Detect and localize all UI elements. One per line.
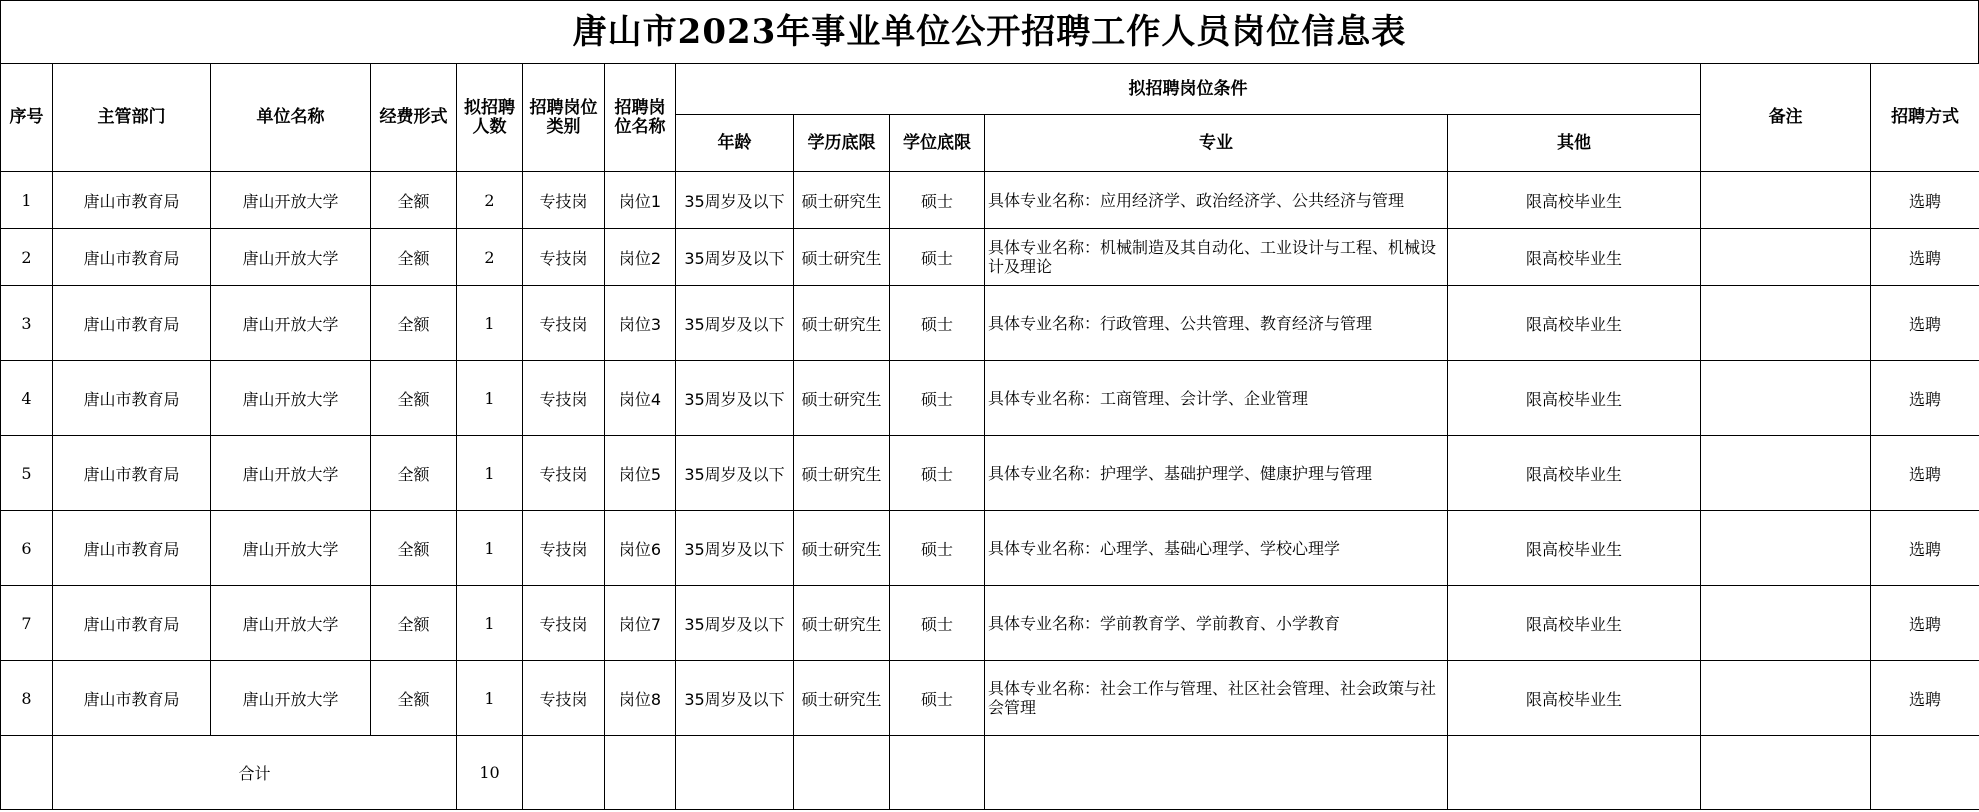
cell-other: 限高校毕业生 (1448, 436, 1701, 511)
cell-degree: 硕士 (890, 172, 985, 229)
cell-other: 限高校毕业生 (1448, 286, 1701, 361)
cell-remark (1701, 172, 1871, 229)
cell-edu: 硕士研究生 (794, 229, 890, 286)
cell-other: 限高校毕业生 (1448, 511, 1701, 586)
cell-remark (1701, 586, 1871, 661)
cell-remark (1701, 286, 1871, 361)
cell-count: 1 (457, 511, 523, 586)
cell-dept: 唐山市教育局 (53, 286, 211, 361)
cell-other: 限高校毕业生 (1448, 361, 1701, 436)
total-empty (890, 736, 985, 810)
total-empty (676, 736, 794, 810)
cell-seq: 5 (1, 436, 53, 511)
cell-edu: 硕士研究生 (794, 511, 890, 586)
cell-major: 具体专业名称：工商管理、会计学、企业管理 (985, 361, 1448, 436)
header-fund: 经费形式 (371, 64, 457, 172)
header-count: 拟招聘人数 (457, 64, 523, 172)
cell-unit: 唐山开放大学 (211, 661, 371, 736)
total-seq (1, 736, 53, 810)
cell-dept: 唐山市教育局 (53, 436, 211, 511)
cell-category: 专技岗 (523, 586, 605, 661)
cell-method: 选聘 (1871, 436, 1979, 511)
cell-seq: 1 (1, 172, 53, 229)
cell-count: 1 (457, 661, 523, 736)
table-row (1, 229, 1979, 286)
cell-fund: 全额 (371, 511, 457, 586)
cell-degree: 硕士 (890, 361, 985, 436)
cell-post: 岗位1 (605, 172, 676, 229)
cell-fund: 全额 (371, 586, 457, 661)
cell-dept: 唐山市教育局 (53, 586, 211, 661)
total-empty (794, 736, 890, 810)
table-row (1, 172, 1979, 229)
cell-unit: 唐山开放大学 (211, 229, 371, 286)
cell-dept: 唐山市教育局 (53, 661, 211, 736)
table-header (1, 64, 1979, 172)
table-row (1, 361, 1979, 436)
cell-other: 限高校毕业生 (1448, 661, 1701, 736)
cell-category: 专技岗 (523, 229, 605, 286)
header-dept: 主管部门 (53, 64, 211, 172)
header-post: 招聘岗位名称 (605, 64, 676, 172)
table-row (1, 586, 1979, 661)
total-label: 合计 (53, 736, 457, 810)
cell-major: 具体专业名称：心理学、基础心理学、学校心理学 (985, 511, 1448, 586)
header-conditions: 拟招聘岗位条件 (676, 64, 1701, 115)
header-seq: 序号 (1, 64, 53, 172)
cell-edu: 硕士研究生 (794, 361, 890, 436)
cell-dept: 唐山市教育局 (53, 172, 211, 229)
table-row (1, 661, 1979, 736)
total-empty (523, 736, 605, 810)
header-edu: 学历底限 (794, 115, 890, 172)
cell-age: 35周岁及以下 (676, 172, 794, 229)
cell-major: 具体专业名称：行政管理、公共管理、教育经济与管理 (985, 286, 1448, 361)
cell-age: 35周岁及以下 (676, 286, 794, 361)
table-footer (1, 736, 1979, 810)
header-remark: 备注 (1701, 64, 1871, 172)
cell-age: 35周岁及以下 (676, 436, 794, 511)
cell-category: 专技岗 (523, 172, 605, 229)
cell-remark (1701, 436, 1871, 511)
cell-method: 选聘 (1871, 511, 1979, 586)
cell-major: 具体专业名称：护理学、基础护理学、健康护理与管理 (985, 436, 1448, 511)
header-other: 其他 (1448, 115, 1701, 172)
cell-major: 具体专业名称：机械制造及其自动化、工业设计与工程、机械设计及理论 (985, 229, 1448, 286)
header-major: 专业 (985, 115, 1448, 172)
cell-category: 专技岗 (523, 661, 605, 736)
cell-edu: 硕士研究生 (794, 586, 890, 661)
cell-remark (1701, 361, 1871, 436)
cell-seq: 3 (1, 286, 53, 361)
cell-edu: 硕士研究生 (794, 661, 890, 736)
cell-other: 限高校毕业生 (1448, 172, 1701, 229)
cell-post: 岗位4 (605, 361, 676, 436)
cell-method: 选聘 (1871, 286, 1979, 361)
cell-fund: 全额 (371, 286, 457, 361)
header-unit: 单位名称 (211, 64, 371, 172)
cell-other: 限高校毕业生 (1448, 586, 1701, 661)
cell-dept: 唐山市教育局 (53, 361, 211, 436)
cell-unit: 唐山开放大学 (211, 511, 371, 586)
cell-age: 35周岁及以下 (676, 586, 794, 661)
cell-dept: 唐山市教育局 (53, 511, 211, 586)
cell-category: 专技岗 (523, 511, 605, 586)
cell-age: 35周岁及以下 (676, 229, 794, 286)
cell-post: 岗位2 (605, 229, 676, 286)
header-method: 招聘方式 (1871, 64, 1979, 172)
header-degree: 学位底限 (890, 115, 985, 172)
cell-count: 2 (457, 229, 523, 286)
cell-degree: 硕士 (890, 286, 985, 361)
cell-unit: 唐山开放大学 (211, 586, 371, 661)
cell-method: 选聘 (1871, 172, 1979, 229)
cell-remark (1701, 229, 1871, 286)
total-empty (1448, 736, 1701, 810)
table-row (1, 436, 1979, 511)
cell-count: 1 (457, 436, 523, 511)
table-row (1, 286, 1979, 361)
cell-major: 具体专业名称：社会工作与管理、社区社会管理、社会政策与社会管理 (985, 661, 1448, 736)
cell-post: 岗位8 (605, 661, 676, 736)
total-empty (605, 736, 676, 810)
cell-major: 具体专业名称：应用经济学、政治经济学、公共经济与管理 (985, 172, 1448, 229)
cell-category: 专技岗 (523, 286, 605, 361)
cell-method: 选聘 (1871, 661, 1979, 736)
cell-unit: 唐山开放大学 (211, 172, 371, 229)
page-title: 唐山市2023年事业单位公开招聘工作人员岗位信息表 (0, 0, 1979, 63)
cell-degree: 硕士 (890, 511, 985, 586)
cell-unit: 唐山开放大学 (211, 361, 371, 436)
cell-post: 岗位5 (605, 436, 676, 511)
cell-method: 选聘 (1871, 586, 1979, 661)
total-count: 10 (457, 736, 523, 810)
cell-seq: 4 (1, 361, 53, 436)
cell-fund: 全额 (371, 172, 457, 229)
total-empty (1701, 736, 1871, 810)
cell-fund: 全额 (371, 661, 457, 736)
cell-post: 岗位3 (605, 286, 676, 361)
cell-category: 专技岗 (523, 361, 605, 436)
cell-fund: 全额 (371, 361, 457, 436)
cell-edu: 硕士研究生 (794, 286, 890, 361)
cell-age: 35周岁及以下 (676, 511, 794, 586)
cell-remark (1701, 661, 1871, 736)
cell-edu: 硕士研究生 (794, 172, 890, 229)
cell-unit: 唐山开放大学 (211, 436, 371, 511)
cell-method: 选聘 (1871, 229, 1979, 286)
cell-major: 具体专业名称：学前教育学、学前教育、小学教育 (985, 586, 1448, 661)
cell-count: 2 (457, 172, 523, 229)
cell-remark (1701, 511, 1871, 586)
cell-degree: 硕士 (890, 229, 985, 286)
header-category: 招聘岗位类别 (523, 64, 605, 172)
cell-degree: 硕士 (890, 436, 985, 511)
positions-table (0, 63, 1979, 810)
table-body (1, 172, 1979, 736)
cell-degree: 硕士 (890, 661, 985, 736)
cell-fund: 全额 (371, 229, 457, 286)
cell-count: 1 (457, 286, 523, 361)
cell-unit: 唐山开放大学 (211, 286, 371, 361)
cell-seq: 6 (1, 511, 53, 586)
cell-seq: 2 (1, 229, 53, 286)
table-row (1, 511, 1979, 586)
cell-post: 岗位6 (605, 511, 676, 586)
cell-seq: 7 (1, 586, 53, 661)
cell-seq: 8 (1, 661, 53, 736)
cell-degree: 硕士 (890, 586, 985, 661)
cell-edu: 硕士研究生 (794, 436, 890, 511)
total-empty (1871, 736, 1979, 810)
cell-dept: 唐山市教育局 (53, 229, 211, 286)
header-age: 年龄 (676, 115, 794, 172)
cell-age: 35周岁及以下 (676, 661, 794, 736)
cell-other: 限高校毕业生 (1448, 229, 1701, 286)
cell-post: 岗位7 (605, 586, 676, 661)
total-empty (985, 736, 1448, 810)
cell-category: 专技岗 (523, 436, 605, 511)
cell-count: 1 (457, 586, 523, 661)
cell-age: 35周岁及以下 (676, 361, 794, 436)
cell-fund: 全额 (371, 436, 457, 511)
cell-method: 选聘 (1871, 361, 1979, 436)
cell-count: 1 (457, 361, 523, 436)
